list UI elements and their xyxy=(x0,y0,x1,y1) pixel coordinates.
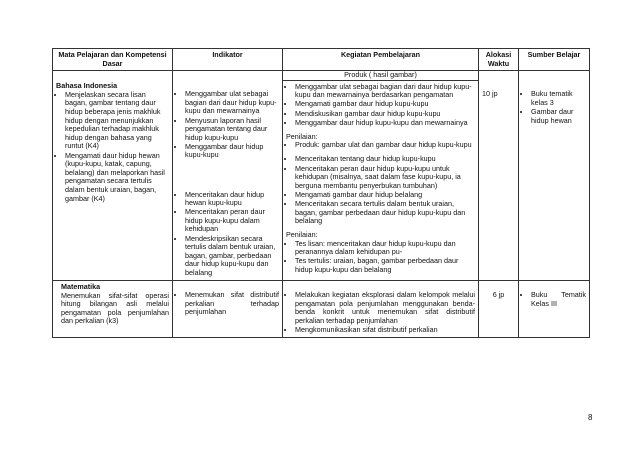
list-item: • Menggambar ulat sebagai bagian dari daur hidup kupu-kupu dan mewarnainya xyxy=(185,90,279,116)
list-item: • Mengamati gambar daur hidup belalang xyxy=(295,191,475,200)
list-item: • Mengkomunikasikan sifat distributif perkalian xyxy=(295,326,475,335)
list-item: • Buku tematik kelas 3 xyxy=(531,90,586,107)
kd-cell-matematika xyxy=(53,280,173,337)
penilaian-label-2: Penilaian: xyxy=(286,230,318,240)
kegiatan-list-2 xyxy=(286,155,475,225)
alokasi-matematika: 6 jp xyxy=(492,289,505,299)
header-alokasi: Alokasi Waktu xyxy=(479,49,519,71)
list-item: • Menceritakan secara tertulis dalam bentuk uraian, bagan, gambar perbedaan daur hidup kupu-kupu dan belalang xyxy=(295,200,475,226)
list-item: • Tes lisan: menceritakan daur hidup kupu-kupu dan peranannya dalam kehidupan pu- xyxy=(295,240,475,257)
list-item: • Produk: gambar ulat dan gambar daur hidup kupu-kupu xyxy=(295,141,475,150)
list-item: • Menjelaskan secara lisan bagan, gambar tentang daur hidup beberapa jenis makhluk hidup dengan menunjukkan kepedulian terhadap makhluk hidup dengan bahasa yang runtut (K4) xyxy=(65,91,169,151)
sumber-cell-matematika xyxy=(519,280,590,337)
list-item: • Menemukan sifat distributif perkalian terhadap penjumlahan xyxy=(185,291,279,317)
kegiatan-list-matematika xyxy=(286,291,475,334)
sumber-list-matematika xyxy=(522,291,586,308)
kegiatan-cell-bahasa xyxy=(283,80,479,280)
subject-matematika: Matematika xyxy=(61,281,101,291)
penilaian-list-1 xyxy=(286,141,475,150)
list-item: • Mendiskusikan gambar daur hidup kupu-kupu xyxy=(295,110,475,119)
kd-matematika: Menemukan sifat-sifat operasi hitung bilangan asli melalui pengamatan pola penjumlahan dan perkalian (k3) xyxy=(61,290,169,326)
alokasi-cell-bahasa xyxy=(479,80,519,280)
sumber-list-bahasa xyxy=(522,90,586,125)
list-item: • Tes tertulis: uraian, bagan, gambar perbedaan daur hidup kupu-kupu dan belalang xyxy=(295,257,475,274)
list-item: • Menceritakan peran daur hidup kupu-kupu dalam kehidupan xyxy=(185,208,279,234)
penilaian-list-2 xyxy=(286,240,475,275)
sumber-cell-bahasa xyxy=(519,80,590,280)
header-kegiatan: Kegiatan Pembelajaran xyxy=(283,49,479,71)
indikator-list-1 xyxy=(176,90,279,160)
page-number: 8 xyxy=(588,413,593,422)
kd-list-bahasa xyxy=(56,91,169,203)
kegiatan-cell-matematika xyxy=(283,280,479,337)
alokasi-bahasa: 10 jp xyxy=(482,89,498,99)
alokasi-cell-matematika xyxy=(479,280,519,337)
list-item: • Menceritakan peran daur hidup kupu-kupu untuk kehidupan (misalnya, saat dalam fase kupu-kupu, ia berguna membantu penyerbukan tumbuhan) xyxy=(295,165,475,191)
header-row xyxy=(53,49,590,71)
list-item: • Menyusun laporan hasil pengamatan tentang daur hidup kupu-kupu xyxy=(185,117,279,143)
list-item: • Buku Tematik Kelas III xyxy=(531,291,586,308)
header-mapel: Mata Pelajaran dan Kompetensi Dasar xyxy=(53,49,173,71)
subheader-kegiatan: Produk ( hasil gambar) xyxy=(283,71,479,81)
row-bahasa-indonesia xyxy=(53,80,590,280)
list-item: • Mengamati gambar daur hidup kupu-kupu xyxy=(295,100,475,109)
list-item: • Menceritakan daur hidup hewan kupu-kupu xyxy=(185,191,279,208)
subheader-row xyxy=(53,71,590,81)
kegiatan-list-1 xyxy=(286,83,475,127)
lesson-plan-table xyxy=(52,48,590,338)
list-item: • Mendeskripsikan secara tertulis dalam bentuk uraian, bagan, gambar, perbedaan daur hidup kupu-kupu dan belalang xyxy=(185,235,279,278)
indikator-cell-bahasa xyxy=(173,80,283,280)
penilaian-label-1: Penilaian: xyxy=(286,131,318,141)
list-item: • Menceritakan tentang daur hidup kupu-kupu xyxy=(295,155,475,164)
list-item: • Gambar daur hidup hewan xyxy=(531,108,586,125)
list-item: • Melakukan kegiatan eksplorasi dalam kelompok melalui pengamatan pola penjumlahan menggunakan benda-benda konkrit untuk menemukan sifat distributif perkalian terhadap penjumlahan xyxy=(295,291,475,325)
list-item: • Menggambar ulat sebagai bagian dari daur hidup kupu-kupu dan mewarnainya berdasarkan pengamatan xyxy=(295,83,475,100)
row-matematika xyxy=(53,280,590,337)
header-sumber: Sumber Belajar xyxy=(519,49,590,71)
list-item: • Menggambar daur hidup kupu-kupu xyxy=(185,143,279,160)
list-item: • Menggambar daur hidup kupu-kupu dan mewarnainya xyxy=(295,119,475,128)
header-indikator: Indikator xyxy=(173,49,283,71)
subject-bahasa: Bahasa Indonesia xyxy=(56,81,118,91)
kd-cell-bahasa xyxy=(53,80,173,280)
list-item: • Mengamati daur hidup hewan (kupu-kupu, katak, capung, belalang) dan melaporkan hasil pengamatan secara tertulis dalam bentuk uraian, bagan, gambar (K4) xyxy=(65,152,169,204)
indikator-list-matematika xyxy=(176,291,279,317)
indikator-cell-matematika xyxy=(173,280,283,337)
indikator-list-2 xyxy=(176,191,279,278)
